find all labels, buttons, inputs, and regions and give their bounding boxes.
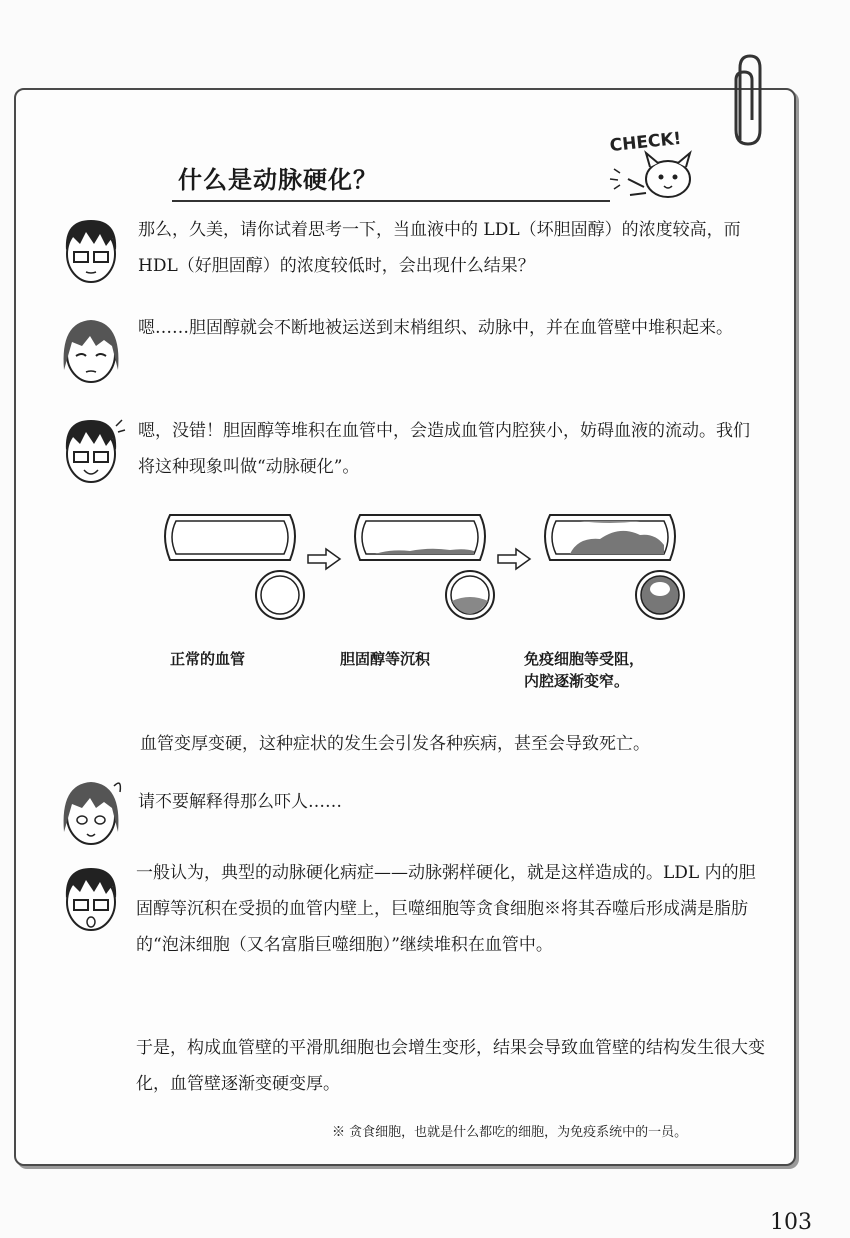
footnote: ※ 贪食细胞，也就是什么都吃的细胞，为免疫系统中的一员。 [332, 1125, 688, 1140]
diagram-caption-line: 内腔逐渐变窄。 [524, 672, 630, 690]
arrow-right-icon [498, 549, 530, 569]
diagram-caption: 胆固醇等沉积 [340, 650, 431, 668]
check-badge: CHECK! [608, 128, 683, 157]
narration-text: 于是，构成血管壁的平滑肌细胞也会增生变形，结果会导致血管壁的结构发生很大变化，血管壁逐渐变硬变厚。 [136, 1038, 765, 1094]
diagram-caption: 正常的血管 [170, 650, 246, 668]
paperclip-icon [728, 50, 768, 150]
section-title: 什么是动脉硬化？ [178, 166, 378, 194]
title-underline [172, 200, 610, 202]
dialogue-text: 一般认为，典型的动脉硬化病症——动脉粥样硬化，就是这样造成的。LDL 内的胆固醇等沉积在受损的血管内壁上，巨噬细胞等贪食细胞※将其吞噬后形成满是脂肪的“泡沫细胞（又名富脂巨噬细胞）”继续堆积在血管中。 [136, 863, 756, 955]
dialogue-text: 那么，久美，请你试着思考一下，当血液中的 LDL（坏胆固醇）的浓度较高，而 HDL（好胆固醇）的浓度较低时，会出现什么结果？ [138, 220, 741, 276]
narrowed-vessel-illustration [545, 515, 684, 619]
teacher-avatar-icon [56, 210, 126, 290]
dialogue-text: 嗯，没错！胆固醇等堆积在血管中，会造成血管内腔狭小，妨碍血液的流动。我们将这种现象叫做“动脉硬化”。 [138, 421, 750, 477]
teacher-avatar-icon [56, 858, 126, 938]
kumi-avatar-icon [56, 772, 126, 852]
dialogue-text: 嗯……胆固醇就会不断地被运送到末梢组织、动脉中，并在血管壁中堆积起来。 [138, 318, 733, 338]
arrow-right-icon [308, 549, 340, 569]
kumi-avatar-icon [56, 310, 126, 390]
check-mascot-icon [600, 125, 710, 205]
diagram-caption [524, 648, 644, 692]
page-number: 103 [770, 1210, 812, 1235]
deposit-vessel-illustration [355, 515, 494, 619]
normal-vessel-illustration [165, 515, 304, 619]
teacher-avatar-icon [56, 410, 126, 490]
narration-text: 血管变厚变硬，这种症状的发生会引发各种疾病，甚至会导致死亡。 [140, 734, 650, 754]
dialogue-text: 请不要解释得那么吓人…… [138, 792, 342, 812]
artery-diagram [150, 505, 710, 635]
diagram-caption-line: 免疫细胞等受阻， [524, 650, 645, 668]
